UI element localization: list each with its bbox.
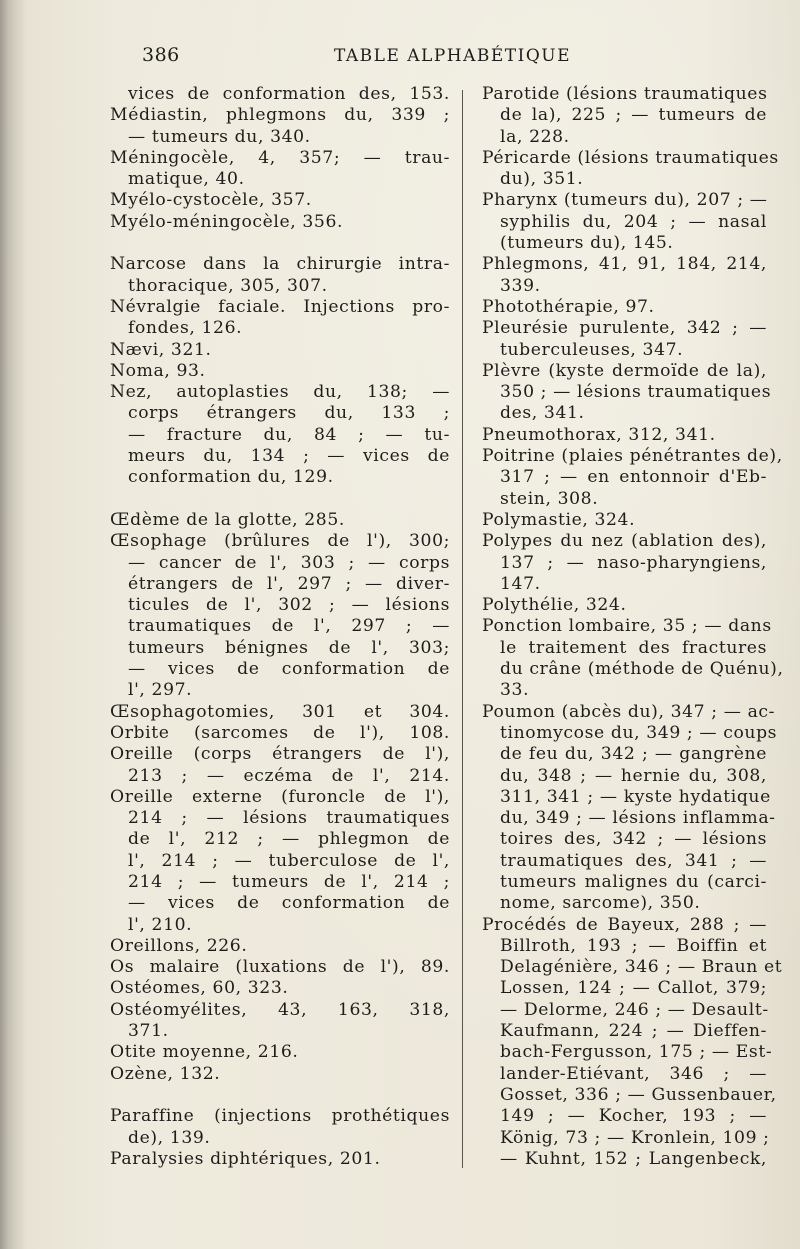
index-entry-line: Phlegmons, 41, 91, 184, 214, <box>482 254 767 275</box>
index-entry-continuation: — fracture du, 84 ; — tu- <box>128 424 450 445</box>
index-entry-continuation: meurs du, 134 ; — vices de <box>128 446 450 467</box>
index-entry-continuation: toires des, 342 ; — lésions <box>500 829 767 850</box>
index-entry-line: Ostéomes, 60, 323. <box>110 978 289 999</box>
index-entry-continuation: traumatiques des, 341 ; — <box>500 850 767 871</box>
index-entry-line: Névralgie faciale. Injections pro- <box>110 296 450 317</box>
index-entry-continuation: l', 210. <box>128 914 193 935</box>
index-entry-continuation: König, 73 ; — Kronlein, 109 ; <box>500 1127 770 1148</box>
index-entry-line: Photothérapie, 97. <box>482 296 655 317</box>
index-entry-line: Polymastie, 324. <box>482 509 636 530</box>
index-entry-continuation: vices de conformation des, 153. <box>128 84 450 104</box>
entry-spacer <box>110 1085 450 1106</box>
index-entry-continuation: 350 ; — lésions traumatiques <box>500 382 772 403</box>
index-entry-continuation: Billroth, 193 ; — Boiffin et <box>500 935 767 956</box>
index-entry-line: Péricarde (lésions traumatiques <box>482 147 779 168</box>
page-binding-edge <box>0 0 26 1249</box>
index-entry-line: Orbite (sarcomes de l'), 108. <box>110 722 450 743</box>
index-entry-line: Polypes du nez (ablation des), <box>482 531 767 552</box>
index-entry-line: Œsophage (brûlures de l'), 300; <box>110 531 450 552</box>
index-entry-line: Nævi, 321. <box>110 339 212 360</box>
index-entry-line: Oreille (corps étrangers de l'), <box>110 744 450 765</box>
index-entry-line: Pleurésie purulente, 342 ; — <box>482 318 767 339</box>
index-entry-continuation: Delagénière, 346 ; — Braun et <box>500 957 783 978</box>
index-entry-continuation: bach-Fergusson, 175 ; — Est- <box>500 1042 773 1063</box>
index-entry-line: Médiastin, phlegmons du, 339 ; <box>110 105 450 126</box>
index-entry-continuation: — tumeurs du, 340. <box>128 126 311 147</box>
index-entry-line: Pneumothorax, 312, 341. <box>482 424 716 445</box>
index-entry-continuation: 214 ; — tumeurs de l', 214 ; <box>128 871 450 892</box>
index-entry-line: Parotide (lésions traumatiques <box>482 84 768 104</box>
index-column-right <box>482 84 784 1170</box>
index-entry-line: Narcose dans la chirurgie intra- <box>110 254 450 275</box>
index-entry-line: Polythélie, 324. <box>482 595 627 616</box>
index-entry-continuation: Gosset, 336 ; — Gussenbauer, <box>500 1084 777 1105</box>
index-entry-continuation: — Delorme, 246 ; — Desault- <box>500 999 769 1020</box>
index-entry-continuation: étrangers de l', 297 ; — diver- <box>128 573 450 594</box>
index-entry-continuation: 214 ; — lésions traumatiques <box>128 808 450 829</box>
index-entry-continuation: des, 341. <box>500 403 585 424</box>
index-entry-line: Oreille externe (furoncle de l'), <box>110 786 450 807</box>
index-entry-continuation: 149 ; — Kocher, 193 ; — <box>500 1106 767 1127</box>
index-entry-line: Ostéomyélites, 43, 163, 318, <box>110 999 450 1020</box>
index-entry-continuation: du crâne (méthode de Quénu), <box>500 659 784 680</box>
index-entry-continuation: — Kuhnt, 152 ; Langenbeck, <box>500 1148 767 1169</box>
index-entry-line: Myélo-méningocèle, 356. <box>110 211 344 232</box>
index-entry-continuation: — vices de conformation de <box>128 893 450 914</box>
index-entry-continuation: traumatiques de l', 297 ; — <box>128 616 450 637</box>
index-entry-continuation: 311, 341 ; — kyste hydatique <box>500 786 771 807</box>
index-entry-continuation: du, 348 ; — hernie du, 308, <box>500 765 767 786</box>
index-entry-line: Nez, autoplasties du, 138; — <box>110 382 450 403</box>
index-entry-continuation: la, 228. <box>500 126 570 147</box>
index-entry-line: Méningocèle, 4, 357; — trau- <box>110 147 450 168</box>
index-entry-continuation: de feu du, 342 ; — gangrène <box>500 744 767 765</box>
index-entry-continuation: du), 351. <box>500 169 584 190</box>
index-entry-continuation: de la), 225 ; — tumeurs de <box>500 105 767 126</box>
index-entry-continuation: — cancer de l', 303 ; — corps <box>128 552 450 573</box>
entry-spacer <box>110 489 450 510</box>
index-entry-continuation: matique, 40. <box>128 169 245 190</box>
index-entry-continuation: l', 297. <box>128 680 193 701</box>
index-entry-continuation: syphilis du, 204 ; — nasal <box>500 211 767 232</box>
index-entry-continuation: tumeurs bénignes de l', 303; <box>128 637 450 658</box>
index-entry-line: Œdème de la glotte, 285. <box>110 509 345 530</box>
index-entry-continuation: — vices de conformation de <box>128 659 450 680</box>
index-entry-continuation: 213 ; — eczéma de l', 214. <box>128 765 450 786</box>
index-entry-continuation: fondes, 126. <box>128 318 243 339</box>
index-entry-line: Myélo-cystocèle, 357. <box>110 190 312 211</box>
index-entry-continuation: Kaufmann, 224 ; — Dieffen- <box>500 1021 767 1042</box>
index-entry-continuation: tuberculeuses, 347. <box>500 339 684 360</box>
index-entry-line: Pharynx (tumeurs du), 207 ; — <box>482 190 768 211</box>
index-entry-line: Ponction lombaire, 35 ; — dans <box>482 616 772 637</box>
index-entry-continuation: le traitement des fractures <box>500 637 767 658</box>
index-entry-line: Ozène, 132. <box>110 1063 221 1084</box>
index-entry-line: Oreillons, 226. <box>110 935 248 956</box>
index-entry-continuation: thoracique, 305, 307. <box>128 275 328 296</box>
index-entry-line: Noma, 93. <box>110 360 206 381</box>
index-entry-line: Paraffine (injections prothétiques <box>110 1106 450 1127</box>
index-entry-line: Os malaire (luxations de l'), 89. <box>110 957 450 978</box>
index-entry-line: Paralysies diphtériques, 201. <box>110 1148 381 1169</box>
running-title: TABLE ALPHABÉTIQUE <box>334 46 572 66</box>
index-entry-line: Otite moyenne, 216. <box>110 1042 299 1063</box>
index-entry-line: Poitrine (plaies pénétrantes de), <box>482 446 783 467</box>
index-entry-continuation: tumeurs malignes du (carci- <box>500 871 767 892</box>
index-entry-line: Plèvre (kyste dermoïde de la), <box>482 360 767 381</box>
index-entry-continuation: 317 ; — en entonnoir d'Eb- <box>500 467 767 488</box>
index-entry-continuation: 147. <box>500 573 541 594</box>
index-entry-continuation: de), 139. <box>128 1127 211 1148</box>
index-entry-continuation: 371. <box>128 1021 169 1042</box>
page-header <box>40 44 760 74</box>
index-entry-continuation: 33. <box>500 680 530 701</box>
entry-spacer <box>110 233 450 254</box>
index-entry-continuation: 137 ; — naso-pharyngiens, <box>500 552 767 573</box>
index-entry-continuation: lander-Etiévant, 346 ; — <box>500 1063 767 1084</box>
index-entry-continuation: Lossen, 124 ; — Callot, 379; <box>500 978 767 999</box>
index-entry-line: Procédés de Bayeux, 288 ; — <box>482 914 767 935</box>
index-entry-line: Poumon (abcès du), 347 ; — ac- <box>482 701 776 722</box>
index-entry-continuation: tinomycose du, 349 ; — coups <box>500 722 778 743</box>
index-column-left <box>110 84 450 1170</box>
index-entry-continuation: conformation du, 129. <box>128 467 334 488</box>
index-entry-continuation: 339. <box>500 275 541 296</box>
index-entry-continuation: de l', 212 ; — phlegmon de <box>128 829 450 850</box>
index-entry-line: Œsophagotomies, 301 et 304. <box>110 701 450 722</box>
index-entry-continuation: nome, sarcome), 350. <box>500 893 701 914</box>
index-entry-continuation: stein, 308. <box>500 488 599 509</box>
index-entry-continuation: du, 349 ; — lésions inflamma- <box>500 808 776 829</box>
index-entry-continuation: (tumeurs du), 145. <box>500 233 674 254</box>
index-entry-continuation: l', 214 ; — tuberculose de l', <box>128 850 450 871</box>
column-divider <box>462 90 463 1168</box>
index-entry-continuation: corps étrangers du, 133 ; <box>128 403 450 424</box>
page-number: 386 <box>142 44 180 66</box>
index-entry-continuation: ticules de l', 302 ; — lésions <box>128 595 450 616</box>
